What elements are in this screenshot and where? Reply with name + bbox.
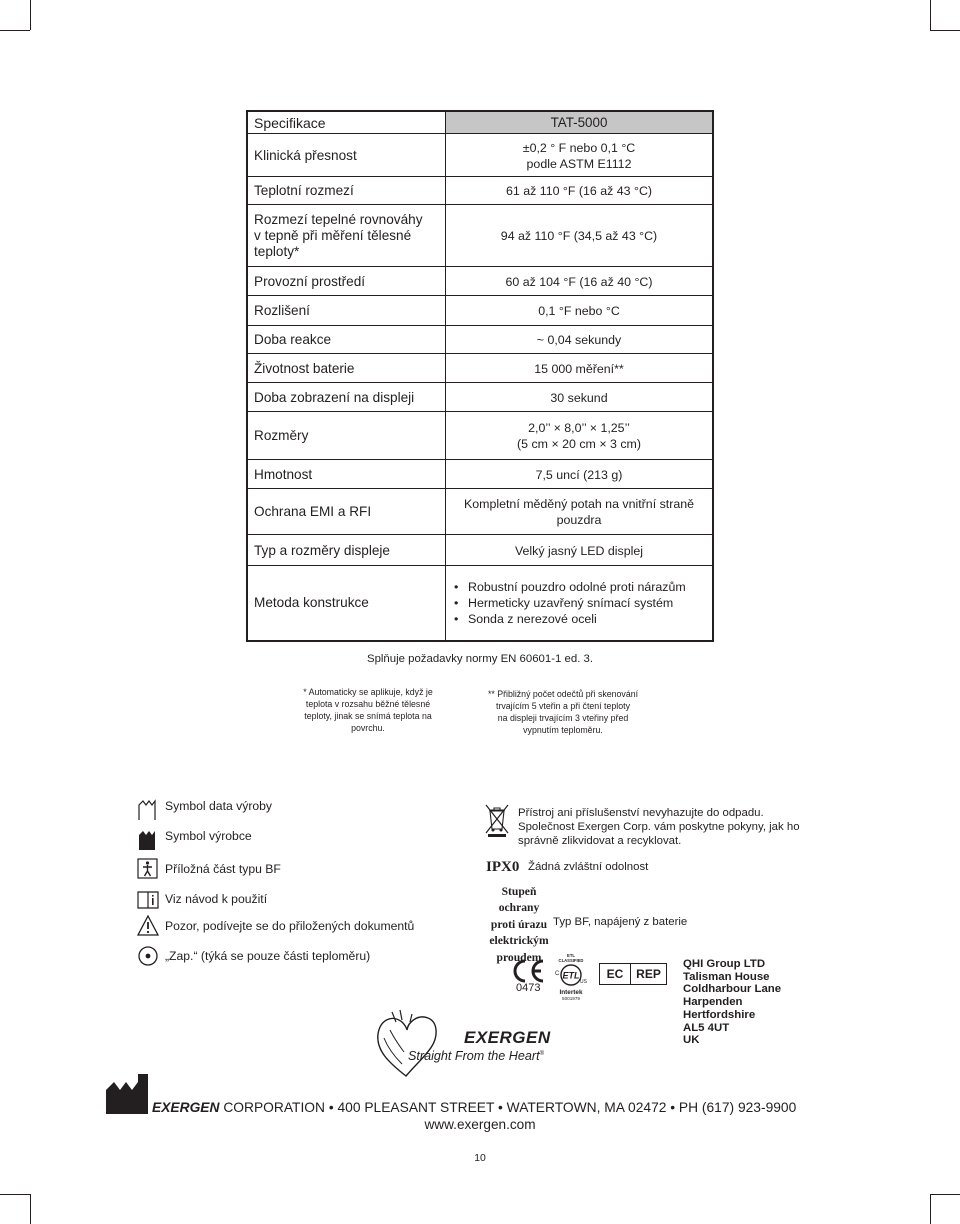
symbol-label: Pozor, podívejte se do přiložených dokumentů [165, 919, 415, 933]
type-bf-icon [137, 858, 159, 880]
power-on-icon [137, 945, 159, 967]
ipx0-code: IPX0 [486, 859, 520, 875]
exergen-brand: EXERGEN [464, 1028, 551, 1047]
page-number: 10 [474, 1153, 486, 1164]
table-row [248, 267, 712, 296]
crop-mark [930, 1194, 960, 1195]
row-value: Kompletní měděný potah na vnitřní straně pouzdra [463, 497, 695, 527]
row-label: Typ a rozměry displeje [254, 542, 390, 558]
list-item: • Sonda z nerezové oceli [454, 611, 704, 627]
row-label: Doba zobrazení na displeji [254, 389, 415, 405]
address-line: Hertfordshire [683, 1008, 756, 1021]
row-label: Hmotnost [254, 466, 313, 482]
symbol-row [137, 792, 272, 820]
address-line: AL5 4UT [683, 1021, 730, 1034]
footnote-left: * Automaticky se aplikuje, když je teplota v rozsahu běžné tělesné teploty, jinak se snímá teplota na povrchu. [303, 687, 433, 733]
symbol-row [137, 915, 414, 937]
address-line: Harpenden [683, 996, 743, 1009]
table-row [248, 205, 712, 267]
exergen-tagline [408, 1049, 544, 1063]
row-label: Ochrana EMI a RFI [254, 504, 372, 519]
ec-text: EC [600, 964, 631, 984]
rep-text: REP [636, 967, 661, 981]
table-row [248, 134, 712, 177]
footnote-right: ** Přibližný počet odečtů při skenování trvajícím 5 vteřin a při čtení teploty na displeji trvajícím 3 vteřiny před vypnutím teploměru. [487, 689, 639, 735]
rep-address [683, 958, 781, 1047]
shock-protection-text: Typ BF, napájený z baterie [553, 916, 688, 928]
header-label: Specifikace [254, 115, 326, 131]
crop-mark [930, 30, 960, 31]
address-line: Coldharbour Lane [683, 983, 782, 996]
exergen-heart-logo [372, 1008, 442, 1080]
ce-number: 0473 [516, 982, 541, 994]
row-value: 61 až 110 °F (16 až 43 °C) [505, 184, 653, 198]
crop-mark [0, 1194, 30, 1195]
address-line: Talisman House [683, 970, 770, 983]
ec-rep-mark [599, 963, 667, 985]
row-value: 30 sekund [550, 390, 608, 405]
crop-mark [930, 0, 931, 30]
row-value: 94 až 110 °F (34,5 až 43 °C) [500, 229, 658, 243]
row-value: Velký jasný LED displej [514, 543, 644, 558]
row-label: Provozní prostředí [254, 273, 366, 289]
manufacturer-icon [106, 1074, 148, 1114]
row-value: ±0,2 ° F nebo 0,1 °C podle ASTM E1112 [522, 140, 636, 171]
crop-mark [30, 1194, 31, 1224]
etl-c-text: C [555, 971, 560, 977]
table-row [248, 489, 712, 535]
weee-text: Přístroj ani příslušenství nevyhazujte do odpadu. Společnost Exergen Corp. vám poskytne pokyny, jak ho správně zlikvidovat a recyklovat. [518, 807, 800, 847]
date-of-manufacture-icon [137, 792, 159, 820]
table-row [248, 566, 712, 640]
instructions-icon [137, 888, 159, 910]
row-value: 60 až 104 °F (16 až 40 °C) [505, 274, 653, 289]
registered-mark: ® [539, 1050, 545, 1057]
symbol-label: „Zap.“ (týká se pouze části teploměru) [165, 949, 371, 963]
table-row [248, 296, 712, 326]
row-label: Rozmezí tepelné rovnováhy v tepně při měření tělesné teploty* [254, 212, 423, 259]
crop-mark [0, 30, 30, 31]
table-row [248, 326, 712, 354]
norm-compliance: Splňuje požadavky normy EN 60601-1 ed. 3. [366, 653, 594, 665]
manufacturer-icon [137, 822, 159, 850]
ce-mark-icon [510, 958, 546, 984]
row-value: 2,0’’ × 8,0’’ × 1,25’’ (5 cm × 20 cm × 3 cm) [517, 421, 641, 451]
address-line: UK [683, 1034, 700, 1047]
shock-protection-label: Stupeň ochrany proti úrazu elektrickým proudem [489, 885, 549, 964]
symbol-label: Symbol výrobce [165, 829, 252, 843]
etl-logo-icon [560, 964, 582, 986]
ipx0-text: Žádná zvláštní odolnost [528, 861, 649, 873]
intertek-text: Intertek [559, 989, 583, 996]
table-row [248, 354, 712, 383]
row-label: Životnost baterie [254, 360, 355, 376]
symbol-row [137, 945, 370, 967]
crop-mark [930, 1194, 931, 1224]
symbol-label: Symbol data výroby [165, 799, 273, 813]
caution-icon [137, 915, 159, 937]
header-model: TAT-5000 [446, 112, 712, 134]
table-row [248, 412, 712, 460]
symbol-row [137, 822, 252, 850]
svg-text:ETL: ETL [562, 970, 580, 981]
etl-mark [555, 953, 587, 999]
address-line: QHI Group LTD [683, 958, 766, 970]
list-item: • Robustní pouzdro odolné proti nárazům [454, 579, 704, 595]
crop-mark [30, 0, 31, 30]
row-value: 0,1 °F nebo °C [538, 304, 620, 318]
construction-list [454, 579, 704, 627]
symbol-row [137, 888, 267, 910]
footer-brand: EXERGEN [152, 1100, 220, 1115]
symbol-label: Viz návod k použití [165, 892, 268, 906]
row-value: 15 000 měření** [534, 361, 624, 376]
row-value: ~ 0,04 sekundy [536, 333, 622, 347]
etl-us-text: US [580, 979, 587, 985]
list-item: • Hermeticky uzavřený snímací systém [454, 595, 704, 611]
weee-bin-icon [484, 803, 510, 837]
etl-classified-text: ETL CLASSIFIED [558, 953, 584, 963]
table-row [248, 535, 712, 566]
row-value [446, 566, 712, 640]
table-row [248, 383, 712, 412]
table-row [248, 460, 712, 489]
footer-website: www.exergen.com [424, 1117, 536, 1132]
row-label: Doba reakce [254, 332, 332, 347]
row-label: Klinická přesnost [254, 147, 357, 163]
row-label: Rozlišení [254, 303, 310, 318]
table-row [248, 177, 712, 205]
table-header-row [248, 112, 712, 134]
row-label: Teplotní rozmezí [254, 183, 354, 198]
row-value: 7,5 uncí (213 g) [535, 467, 623, 482]
row-label: Rozměry [254, 428, 309, 443]
symbol-row [137, 858, 281, 880]
row-label: Metoda konstrukce [254, 595, 369, 610]
intertek-number: 5001979 [562, 996, 580, 1001]
tagline-text: Straight From the Heart [408, 1049, 540, 1063]
specification-table [246, 110, 714, 642]
footer-address-text: CORPORATION • 400 PLEASANT STREET • WATERTOWN, MA 02472 • PH (617) 923-9900 [223, 1100, 797, 1115]
symbol-label: Příložná část typu BF [165, 862, 281, 876]
footer-address [152, 1100, 796, 1115]
